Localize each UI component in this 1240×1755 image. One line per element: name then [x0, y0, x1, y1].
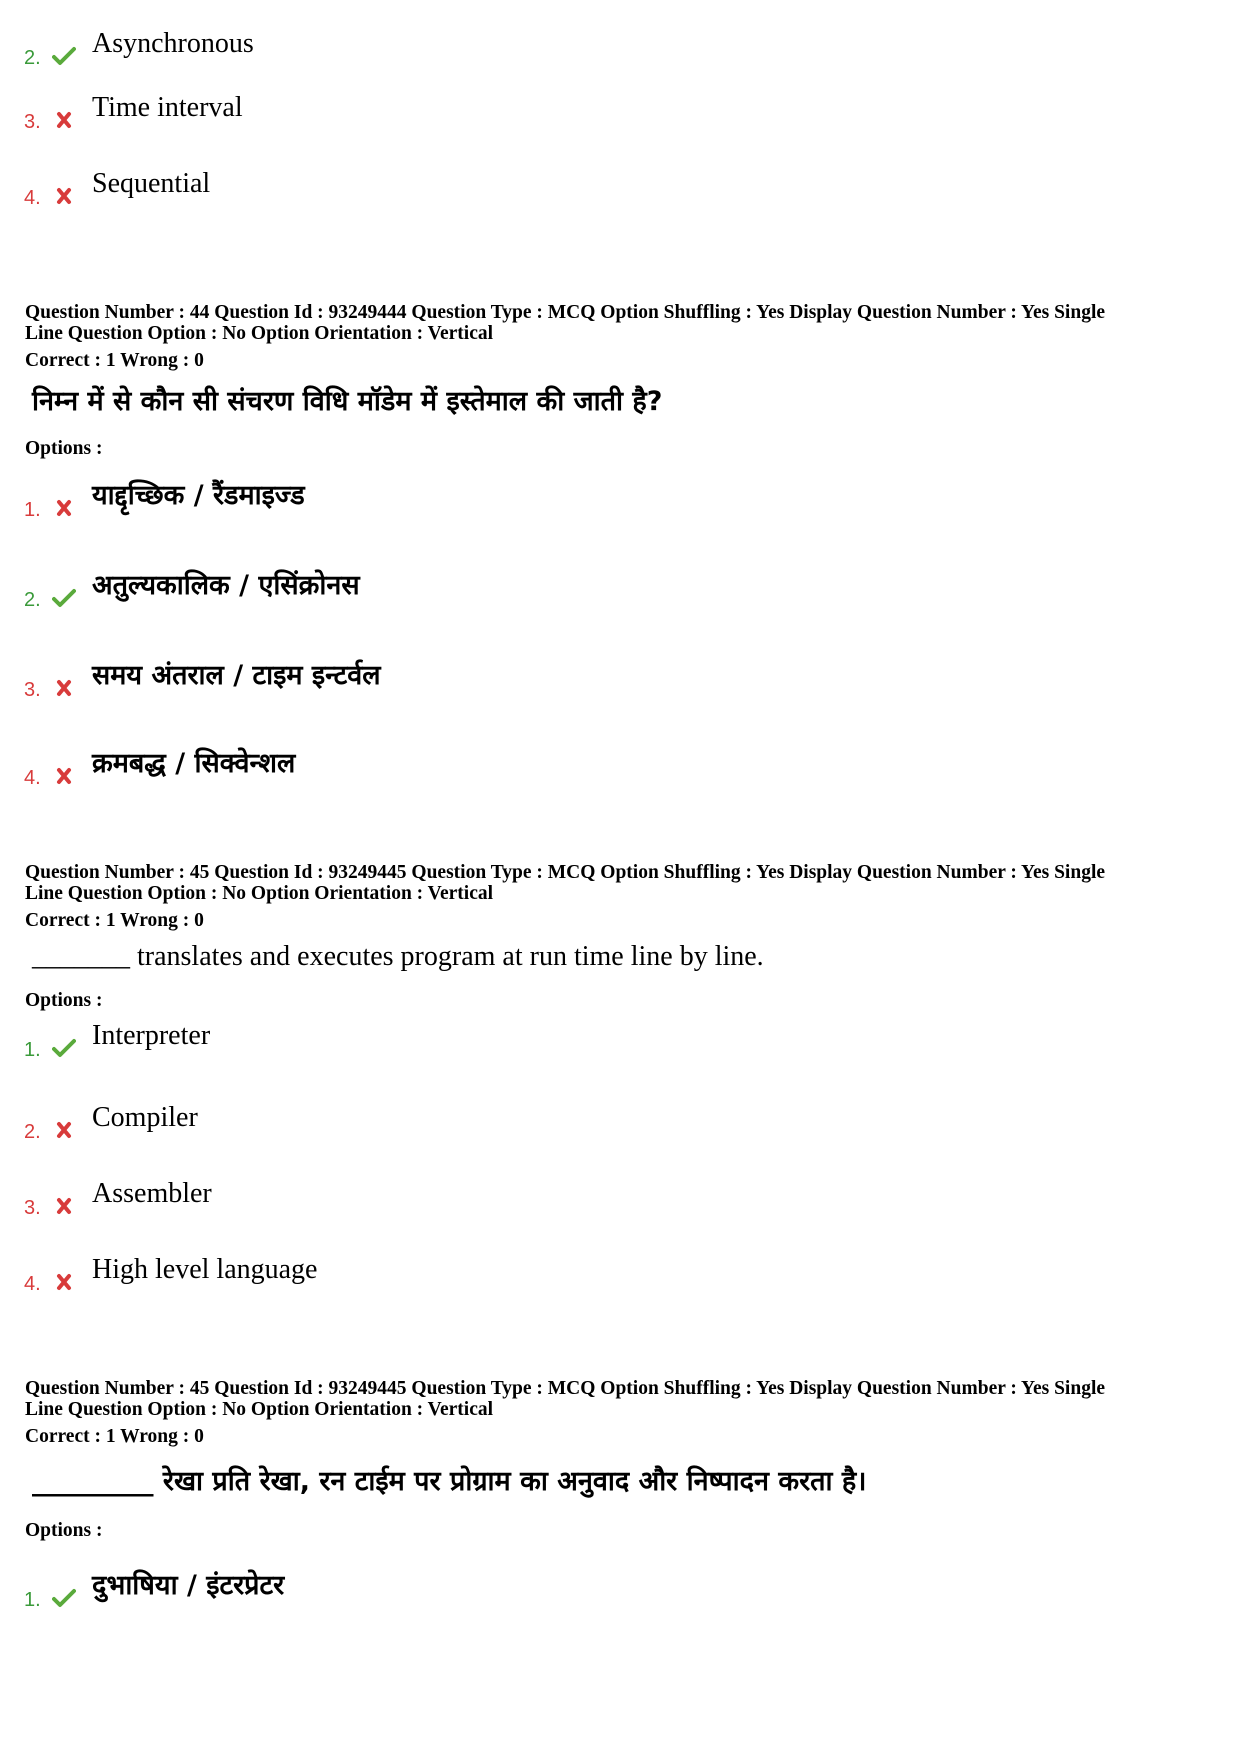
marks-info: Correct : 1 Wrong : 0	[25, 1426, 204, 1447]
option-number: 2.	[24, 47, 41, 69]
option-number: 4.	[24, 187, 41, 209]
option-number: 3.	[24, 1197, 41, 1219]
question-meta	[25, 1378, 1220, 1420]
marks-info: Correct : 1 Wrong : 0	[25, 350, 204, 371]
meta-line: Line Question Option : No Option Orientation : Vertical	[25, 883, 494, 904]
cross-icon	[52, 1120, 76, 1140]
meta-line: Line Question Option : No Option Orientation : Vertical	[25, 323, 494, 344]
option-text: क्रमबद्ध / सिक्वेन्शल	[92, 748, 296, 779]
meta-line: Question Number : 44 Question Id : 93249444 Question Type : MCQ Option Shuffling : Yes Display Question Number : Yes Single	[25, 302, 1106, 323]
option-number: 3.	[24, 679, 41, 701]
option-text: समय अंतराल / टाइम इन्टर्वल	[92, 660, 381, 691]
option-number: 1.	[24, 499, 41, 521]
option-text: Interpreter	[92, 1020, 211, 1051]
option-text: याद्दृच्छिक / रैंडमाइज्ड	[92, 480, 305, 511]
marks-info: Correct : 1 Wrong : 0	[25, 910, 204, 931]
question-meta	[25, 302, 1220, 344]
option-number: 2.	[24, 589, 41, 611]
option-number: 4.	[24, 767, 41, 789]
option-text: Assembler	[92, 1178, 212, 1209]
question-text: निम्न में से कौन सी संचरण विधि मॉडेम में इस्तेमाल की जाती है?	[32, 386, 663, 417]
cross-icon	[52, 1272, 76, 1292]
option-text: Time interval	[92, 92, 243, 123]
option-text: Compiler	[92, 1102, 198, 1133]
cross-icon	[52, 766, 76, 786]
check-icon	[52, 588, 76, 608]
option-text: Asynchronous	[92, 28, 254, 59]
question-text: _________ रेखा प्रति रेखा, रन टाईम पर प्रोग्राम का अनुवाद और निष्पादन करता है।	[32, 1466, 867, 1497]
cross-icon	[52, 498, 76, 518]
options-label: Options :	[25, 1520, 103, 1541]
options-label: Options :	[25, 990, 103, 1011]
cross-icon	[52, 186, 76, 206]
cross-icon	[52, 678, 76, 698]
meta-line: Question Number : 45 Question Id : 93249445 Question Type : MCQ Option Shuffling : Yes Display Question Number : Yes Single	[25, 1378, 1106, 1399]
check-icon	[52, 1038, 76, 1058]
option-number: 2.	[24, 1121, 41, 1143]
option-text: Sequential	[92, 168, 211, 199]
question-meta	[25, 862, 1220, 904]
check-icon	[52, 1588, 76, 1608]
check-icon	[52, 46, 76, 66]
option-number: 4.	[24, 1273, 41, 1295]
option-number: 3.	[24, 111, 41, 133]
option-number: 1.	[24, 1039, 41, 1061]
option-text: दुभाषिया / इंटरप्रेटर	[92, 1570, 285, 1601]
option-text: High level language	[92, 1254, 318, 1285]
cross-icon	[52, 110, 76, 130]
cross-icon	[52, 1196, 76, 1216]
question-text: _______ translates and executes program at run time line by line.	[32, 941, 764, 972]
options-label: Options :	[25, 438, 103, 459]
meta-line: Line Question Option : No Option Orientation : Vertical	[25, 1399, 494, 1420]
meta-line: Question Number : 45 Question Id : 93249445 Question Type : MCQ Option Shuffling : Yes Display Question Number : Yes Single	[25, 862, 1106, 883]
option-number: 1.	[24, 1589, 41, 1611]
option-text: अतुल्यकालिक / एसिंक्रोनस	[92, 570, 360, 601]
